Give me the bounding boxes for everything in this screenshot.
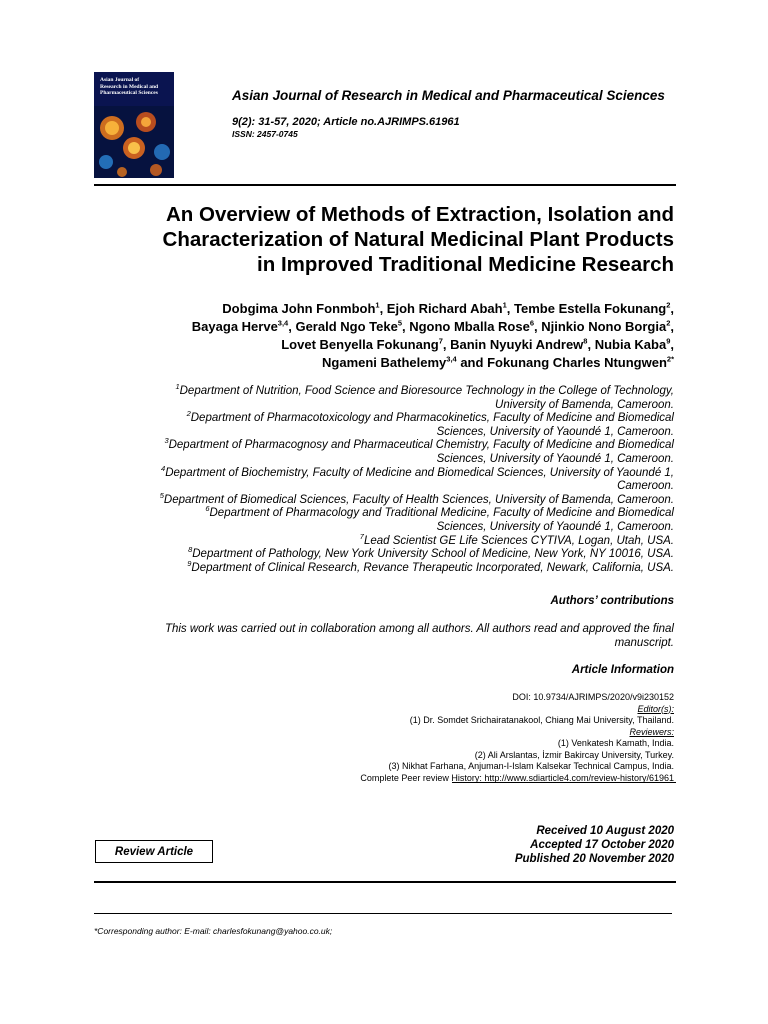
- author-list: [74, 300, 674, 372]
- author-name: Lovet Benyella Fokunang: [281, 337, 439, 352]
- article-type-badge: Review Article: [95, 840, 213, 863]
- reviewer-entry: (3) Nikhat Farhana, Anjuman-I-Islam Kalsekar Technical Campus, India.: [388, 761, 674, 771]
- journal-name: Asian Journal of Research in Medical and Pharmaceutical Sciences: [232, 88, 665, 103]
- author-name: Tembe Estella Fokunang: [514, 301, 667, 316]
- affiliation-item: [74, 531, 674, 549]
- reviewer-entry: (1) Venkatesh Kamath, India.: [557, 738, 674, 748]
- affiliation-number: 8: [188, 545, 193, 555]
- author-separator: ,: [506, 301, 515, 316]
- author-affiliation-marker: 3,4: [277, 318, 289, 328]
- author-affiliation-marker: 2*: [666, 354, 674, 364]
- journal-header: [232, 87, 692, 140]
- affiliation-line: [74, 545, 674, 562]
- affiliation-text: Sciences, University of Yaoundé 1, Cameroon.: [436, 425, 674, 438]
- affiliation-item: [74, 545, 674, 562]
- affiliation-line: [74, 409, 674, 426]
- contributions-line: This work was carried out in collaboration among all authors. All authors read and approved the final: [164, 623, 674, 635]
- author-name: Gerald Ngo Teke: [295, 319, 398, 334]
- cover-artwork: [94, 106, 174, 178]
- footnote-divider: [94, 913, 672, 914]
- cover-title-line: Research in Medical and: [100, 83, 159, 90]
- affiliation-item: [74, 490, 674, 508]
- author-name: Fokunang Charles Ntungwen: [487, 355, 667, 370]
- author-separator: ,: [288, 319, 296, 334]
- affiliation-text: University of Bamenda, Cameroon.: [495, 398, 674, 411]
- affiliation-item: [74, 504, 674, 534]
- affiliation-text: Department of Pharmacotoxicology and Pharmacokinetics, Faculty of Medicine and Biomedical: [190, 412, 674, 425]
- journal-issue: 9(2): 31-57, 2020; Article no.AJRIMPS.61961: [232, 116, 460, 128]
- author-separator: ,: [670, 301, 674, 316]
- author-name: Bayaga Herve: [191, 319, 278, 334]
- affiliation-text: Department of Biochemistry, Faculty of Medicine and Biomedical Sciences, University of Yaoundé 1,: [165, 466, 674, 479]
- affiliation-line: [74, 399, 674, 413]
- contributions-text: [74, 622, 674, 650]
- editor-entry: (1) Dr. Somdet Srichairatanakool, Chiang Mai University, Thailand.: [409, 715, 674, 725]
- affiliation-number: 6: [205, 504, 210, 514]
- author-affiliation-marker: 9: [666, 336, 671, 346]
- editors-label: Editor(s):: [637, 703, 674, 714]
- received-date: Received 10 August 2020: [536, 825, 674, 837]
- affiliation-item: [74, 463, 674, 494]
- author-separator: ,: [587, 337, 595, 352]
- affiliation-text: Department of Pathology, New York University School of Medicine, New York, NY 10016, USA.: [192, 548, 674, 561]
- affiliation-number: 7: [359, 531, 364, 541]
- affiliation-text: Department of Biomedical Sciences, Faculty of Health Sciences, University of Bamenda, Cameroon.: [163, 493, 674, 506]
- header-divider: [94, 184, 676, 186]
- publication-dates: [515, 824, 674, 866]
- author-separator: ,: [534, 319, 542, 334]
- bottom-divider: [94, 881, 676, 883]
- author-separator: ,: [401, 319, 410, 334]
- author-affiliation-marker: 2: [666, 300, 671, 310]
- affiliation-line: [74, 490, 674, 508]
- reviewers-label: Reviewers:: [629, 726, 674, 737]
- author-name: Njinkio Nono Borgia: [541, 319, 667, 334]
- affiliation-item: [74, 436, 674, 466]
- author-affiliation-marker: 2: [666, 318, 671, 328]
- title-line: in Improved Traditional Medicine Research: [257, 253, 674, 276]
- cover-title-line: Asian Journal of: [100, 77, 140, 83]
- author-name: Nubia Kaba: [594, 337, 667, 352]
- affiliation-text: Sciences, University of Yaoundé 1, Cameroon.: [436, 520, 674, 533]
- journal-issn: ISSN: 2457-0745: [232, 129, 298, 139]
- article-info-heading: Article Information: [571, 664, 674, 676]
- affiliation-number: 5: [159, 490, 164, 500]
- affiliation-item: [74, 409, 674, 439]
- peer-review-history-link[interactable]: http://www.sdiarticle4.com/review-history/61961: [484, 772, 674, 783]
- author-separator: ,: [442, 337, 451, 352]
- affiliation-number: 2: [186, 409, 191, 419]
- affiliation-text: Department of Nutrition, Food Science and Bioresource Technology in the College of Technology,: [179, 385, 674, 397]
- affiliation-number: 4: [161, 463, 166, 473]
- affiliation-line: [74, 521, 674, 535]
- affiliation-line: [74, 480, 674, 494]
- info-divider: [452, 782, 676, 783]
- affiliation-line: [74, 463, 674, 481]
- affiliation-text: Department of Clinical Research, Revance Therapeutic Incorporated, Newark, California, USA.: [191, 561, 674, 574]
- affiliation-number: 1: [175, 382, 180, 392]
- affiliation-text: Cameroon.: [617, 480, 674, 493]
- affiliation-text: Sciences, University of Yaoundé 1, Cameroon.: [436, 452, 674, 465]
- author-name: Ngono Mballa Rose: [409, 319, 530, 334]
- reviewer-entry: (2) Ali Arslantas, İzmir Bakircay University, Turkey.: [474, 749, 674, 760]
- author-name: Ngameni Bathelemy: [322, 355, 447, 370]
- author-affiliation-marker: 5: [397, 318, 402, 328]
- title-line: Characterization of Natural Medicinal Plant Products: [162, 228, 674, 251]
- cover-title: [100, 77, 170, 97]
- affiliation-item: [74, 558, 674, 576]
- author-separator: ,: [670, 337, 674, 352]
- affiliation-line: [74, 531, 674, 549]
- affiliation-number: 3: [164, 436, 169, 446]
- contributions-heading: Authors’ contributions: [550, 595, 674, 607]
- author-name: Dobgima John Fonmboh: [222, 301, 376, 316]
- author-affiliation-marker: 6: [529, 318, 535, 328]
- contributions-line: manuscript.: [614, 637, 674, 649]
- journal-cover-image: [94, 72, 174, 178]
- author-affiliation-marker: 7: [438, 336, 443, 346]
- author-affiliation-marker: 3,4: [446, 354, 457, 364]
- affiliation-line: [74, 436, 674, 453]
- corresponding-author-footnote: *Corresponding author: E-mail: charlesfokunang@yahoo.co.uk;: [94, 926, 333, 936]
- published-date: Published 20 November 2020: [514, 853, 674, 865]
- author-name: Ejoh Richard Abah: [386, 301, 503, 316]
- article-title: [74, 202, 674, 277]
- doi: DOI: 10.9734/AJRIMPS/2020/v9i230152: [512, 692, 674, 702]
- peer-review-history-label: Complete Peer review History:: [360, 772, 485, 783]
- accepted-date: Accepted 17 October 2020: [530, 839, 674, 851]
- author-name: Banin Nyuyki Andrew: [450, 337, 584, 352]
- author-separator: and: [456, 355, 488, 370]
- author-affiliation-marker: 1: [502, 300, 507, 310]
- affiliation-number: 9: [187, 558, 192, 568]
- author-affiliation-marker: 8: [583, 336, 588, 346]
- affiliation-list: [74, 382, 674, 575]
- author-separator: ,: [379, 301, 387, 316]
- affiliation-text: Department of Pharmacognosy and Pharmaceutical Chemistry, Faculty of Medicine and Biomedical: [168, 439, 674, 452]
- affiliation-line: [74, 382, 674, 399]
- affiliation-line: [74, 558, 674, 576]
- affiliation-item: [74, 382, 674, 412]
- author-separator: ,: [670, 319, 674, 334]
- affiliation-text: Department of Pharmacology and Traditional Medicine, Faculty of Medicine and Biomedical: [209, 507, 674, 520]
- cover-title-line: Pharmaceutical Sciences: [100, 90, 158, 96]
- title-line: An Overview of Methods of Extraction, Isolation and: [165, 203, 674, 226]
- affiliation-text: Lead Scientist GE Life Sciences CYTIVA, Logan, Utah, USA.: [363, 534, 674, 547]
- affiliation-line: [74, 504, 674, 521]
- author-affiliation-marker: 1: [375, 300, 380, 310]
- article-info-block: [74, 692, 674, 784]
